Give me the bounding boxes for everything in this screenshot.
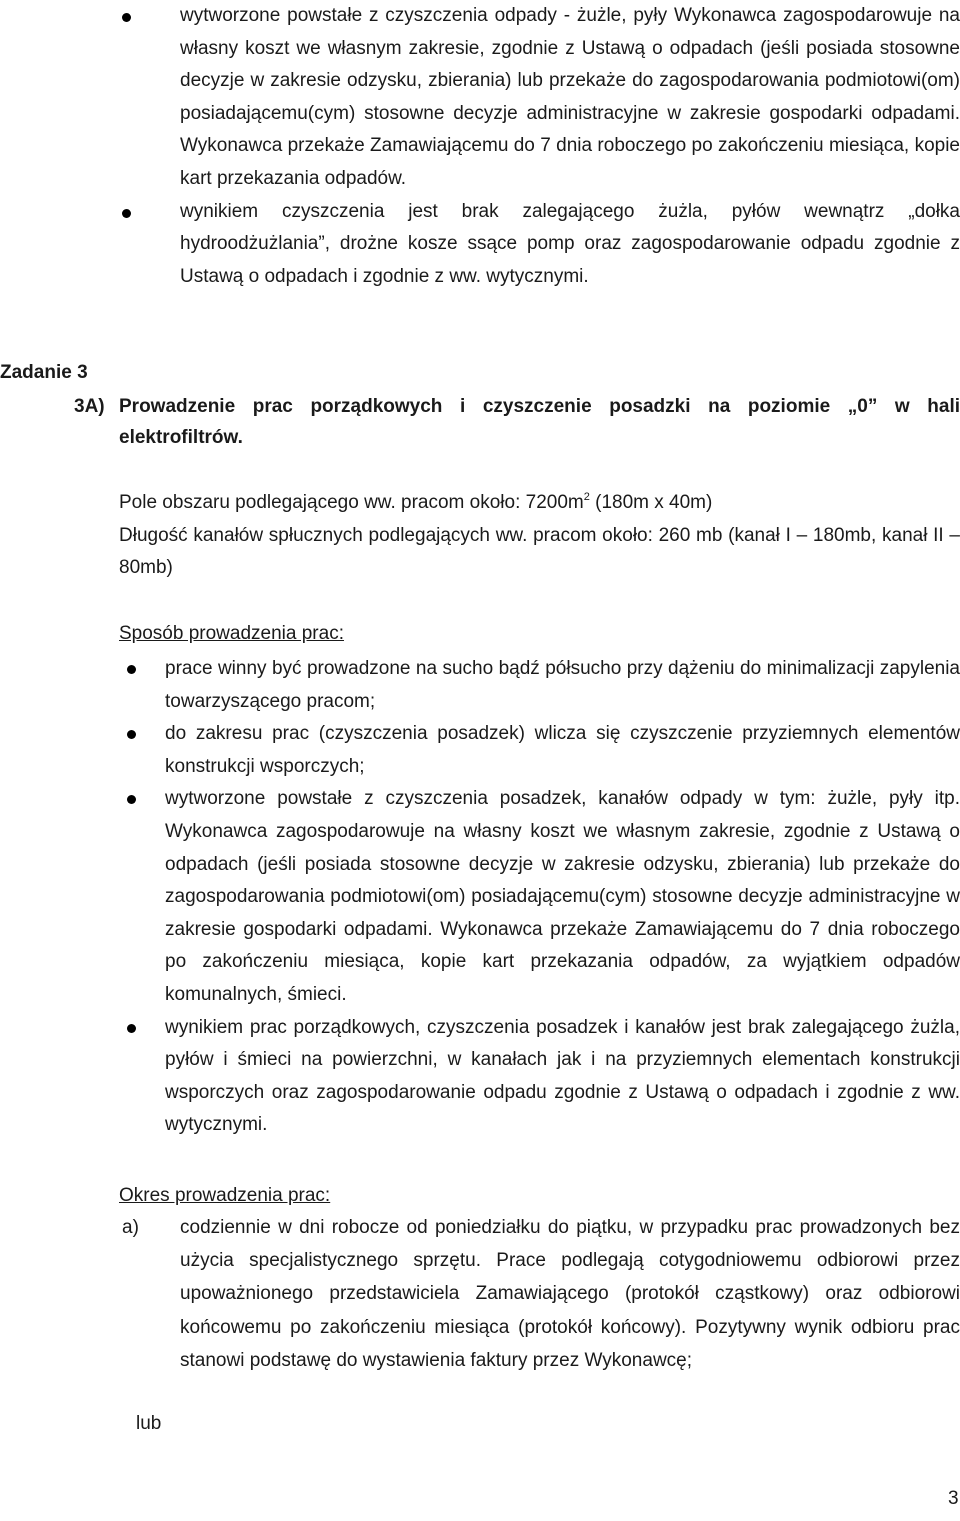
section-heading: Zadanie 3 bbox=[0, 362, 88, 383]
list-item-text: prace winny być prowadzone na sucho bądź półsucho przy dążeniu do minimalizacji zapylenia towarzyszącego pracom; bbox=[165, 658, 960, 712]
task-heading bbox=[74, 391, 960, 453]
bullet-icon bbox=[127, 665, 136, 674]
list-marker: a) bbox=[122, 1217, 139, 1238]
list-item bbox=[122, 1211, 960, 1377]
period-title: Okres prowadzenia prac: bbox=[119, 1185, 331, 1206]
area-text: Pole obszaru podlegającego ww. pracom około: 7200m bbox=[119, 492, 584, 513]
task-info bbox=[119, 487, 960, 585]
method-bullet-list bbox=[122, 653, 960, 1142]
bullet-icon bbox=[122, 209, 131, 218]
list-item-text: do zakresu prac (czyszczenia posadzek) wlicza się czyszczenie przyziemnych elementów konstrukcji wsporczych; bbox=[165, 723, 960, 777]
method-title: Sposób prowadzenia prac: bbox=[119, 623, 344, 644]
area-superscript: 2 bbox=[583, 491, 590, 503]
period-list bbox=[122, 1211, 960, 1377]
list-item bbox=[122, 0, 960, 196]
list-item bbox=[122, 718, 960, 783]
length-line: Długość kanałów spłucznych podlegających ww. pracom około: 260 mb (kanał I – 180mb, kanał II – 80mb) bbox=[119, 524, 960, 578]
list-item bbox=[122, 783, 960, 1011]
list-item bbox=[122, 1012, 960, 1142]
or-text: lub bbox=[136, 1413, 162, 1434]
list-item-text: wytworzone powstałe z czyszczenia posadzek, kanałów odpady w tym: żużle, pyły itp. Wykonawca zagospodarowuje na własny koszt we własnym zakresie, zgodnie z Ustawą o odpadach (jeśli posiada stosowne decyzje w zakresie odzysku, zbierania) lub przekaże do zagospodarowania podmiotowi(om) posiadającemu(cym) stosowne decyzje administracyjne w zakresie gospodarki odpadami. Wykonawca przekaże Zamawiającemu do 7 dnia roboczego po zakończeniu miesiąca, kopie kart przekazania odpadów, za wyjątkiem odpadów komunalnych, śmieci. bbox=[165, 788, 960, 1005]
list-item-text: wynikiem prac porządkowych, czyszczenia posadzek i kanałów jest brak zalegającego żużla, pyłów i śmieci na powierzchni, w kanałach jak i na przyziemnych elementach konstrukcji wsporczych oraz zagospodarowanie odpadu zgodnie z Ustawą o odpadach i zgodnie z ww. wytycznymi. bbox=[165, 1016, 960, 1136]
bullet-icon bbox=[127, 795, 136, 804]
task-label: 3A) bbox=[74, 396, 105, 417]
list-item-text: wytworzone powstałe z czyszczenia odpady - żużle, pyły Wykonawca zagospodarowuje na własny koszt we własnym zakresie, zgodnie z Ustawą o odpadach (jeśli posiada stosowne decyzje w zakresie odzysku, zbierania) lub przekaże do zagospodarowania podmiotowi(om) posiadającemu(cym) stosowne decyzje administracyjne w zakresie gospodarki odpadami. Wykonawca przekaże Zamawiającemu do 7 dnia roboczego po zakończeniu miesiąca, kopie kart przekazania odpadów. bbox=[180, 5, 960, 189]
bullet-icon bbox=[122, 13, 131, 22]
top-bullet-list bbox=[122, 0, 960, 293]
list-item bbox=[122, 196, 960, 294]
area-line bbox=[119, 487, 960, 520]
bullet-icon bbox=[127, 1024, 136, 1033]
bullet-icon bbox=[127, 730, 136, 739]
list-item bbox=[122, 653, 960, 718]
list-item-text: wynikiem czyszczenia jest brak zalegającego żużla, pyłów wewnątrz „dołka hydroodżużlania”, drożne kosze ssące pomp oraz zagospodarowanie odpadu zgodnie z Ustawą o odpadach i zgodnie z ww. wytycznymi. bbox=[180, 200, 960, 287]
page-number: 3 bbox=[948, 1488, 959, 1509]
task-title-line-1: Prowadzenie prac porządkowych i czyszczenie posadzki na poziomie „0” w hali bbox=[119, 396, 960, 417]
area-dimensions: (180m x 40m) bbox=[589, 492, 713, 513]
list-item-text: codziennie w dni robocze od poniedziałku do piątku, w przypadku prac prowadzonych bez użycia specjalistycznego sprzętu. Prace podlegają cotygodniowemu odbiorowi przez upoważnionego przedstawiciela Zamawiającego (protokół cząstkowy) oraz odbiorowi końcowemu po zakończeniu miesiąca (protokół końcowy). Pozytywny wynik odbioru prac stanowi podstawę do wystawienia faktury przez Wykonawcę; bbox=[180, 1217, 960, 1371]
task-title-line-2: elektrofiltrów. bbox=[119, 427, 243, 448]
